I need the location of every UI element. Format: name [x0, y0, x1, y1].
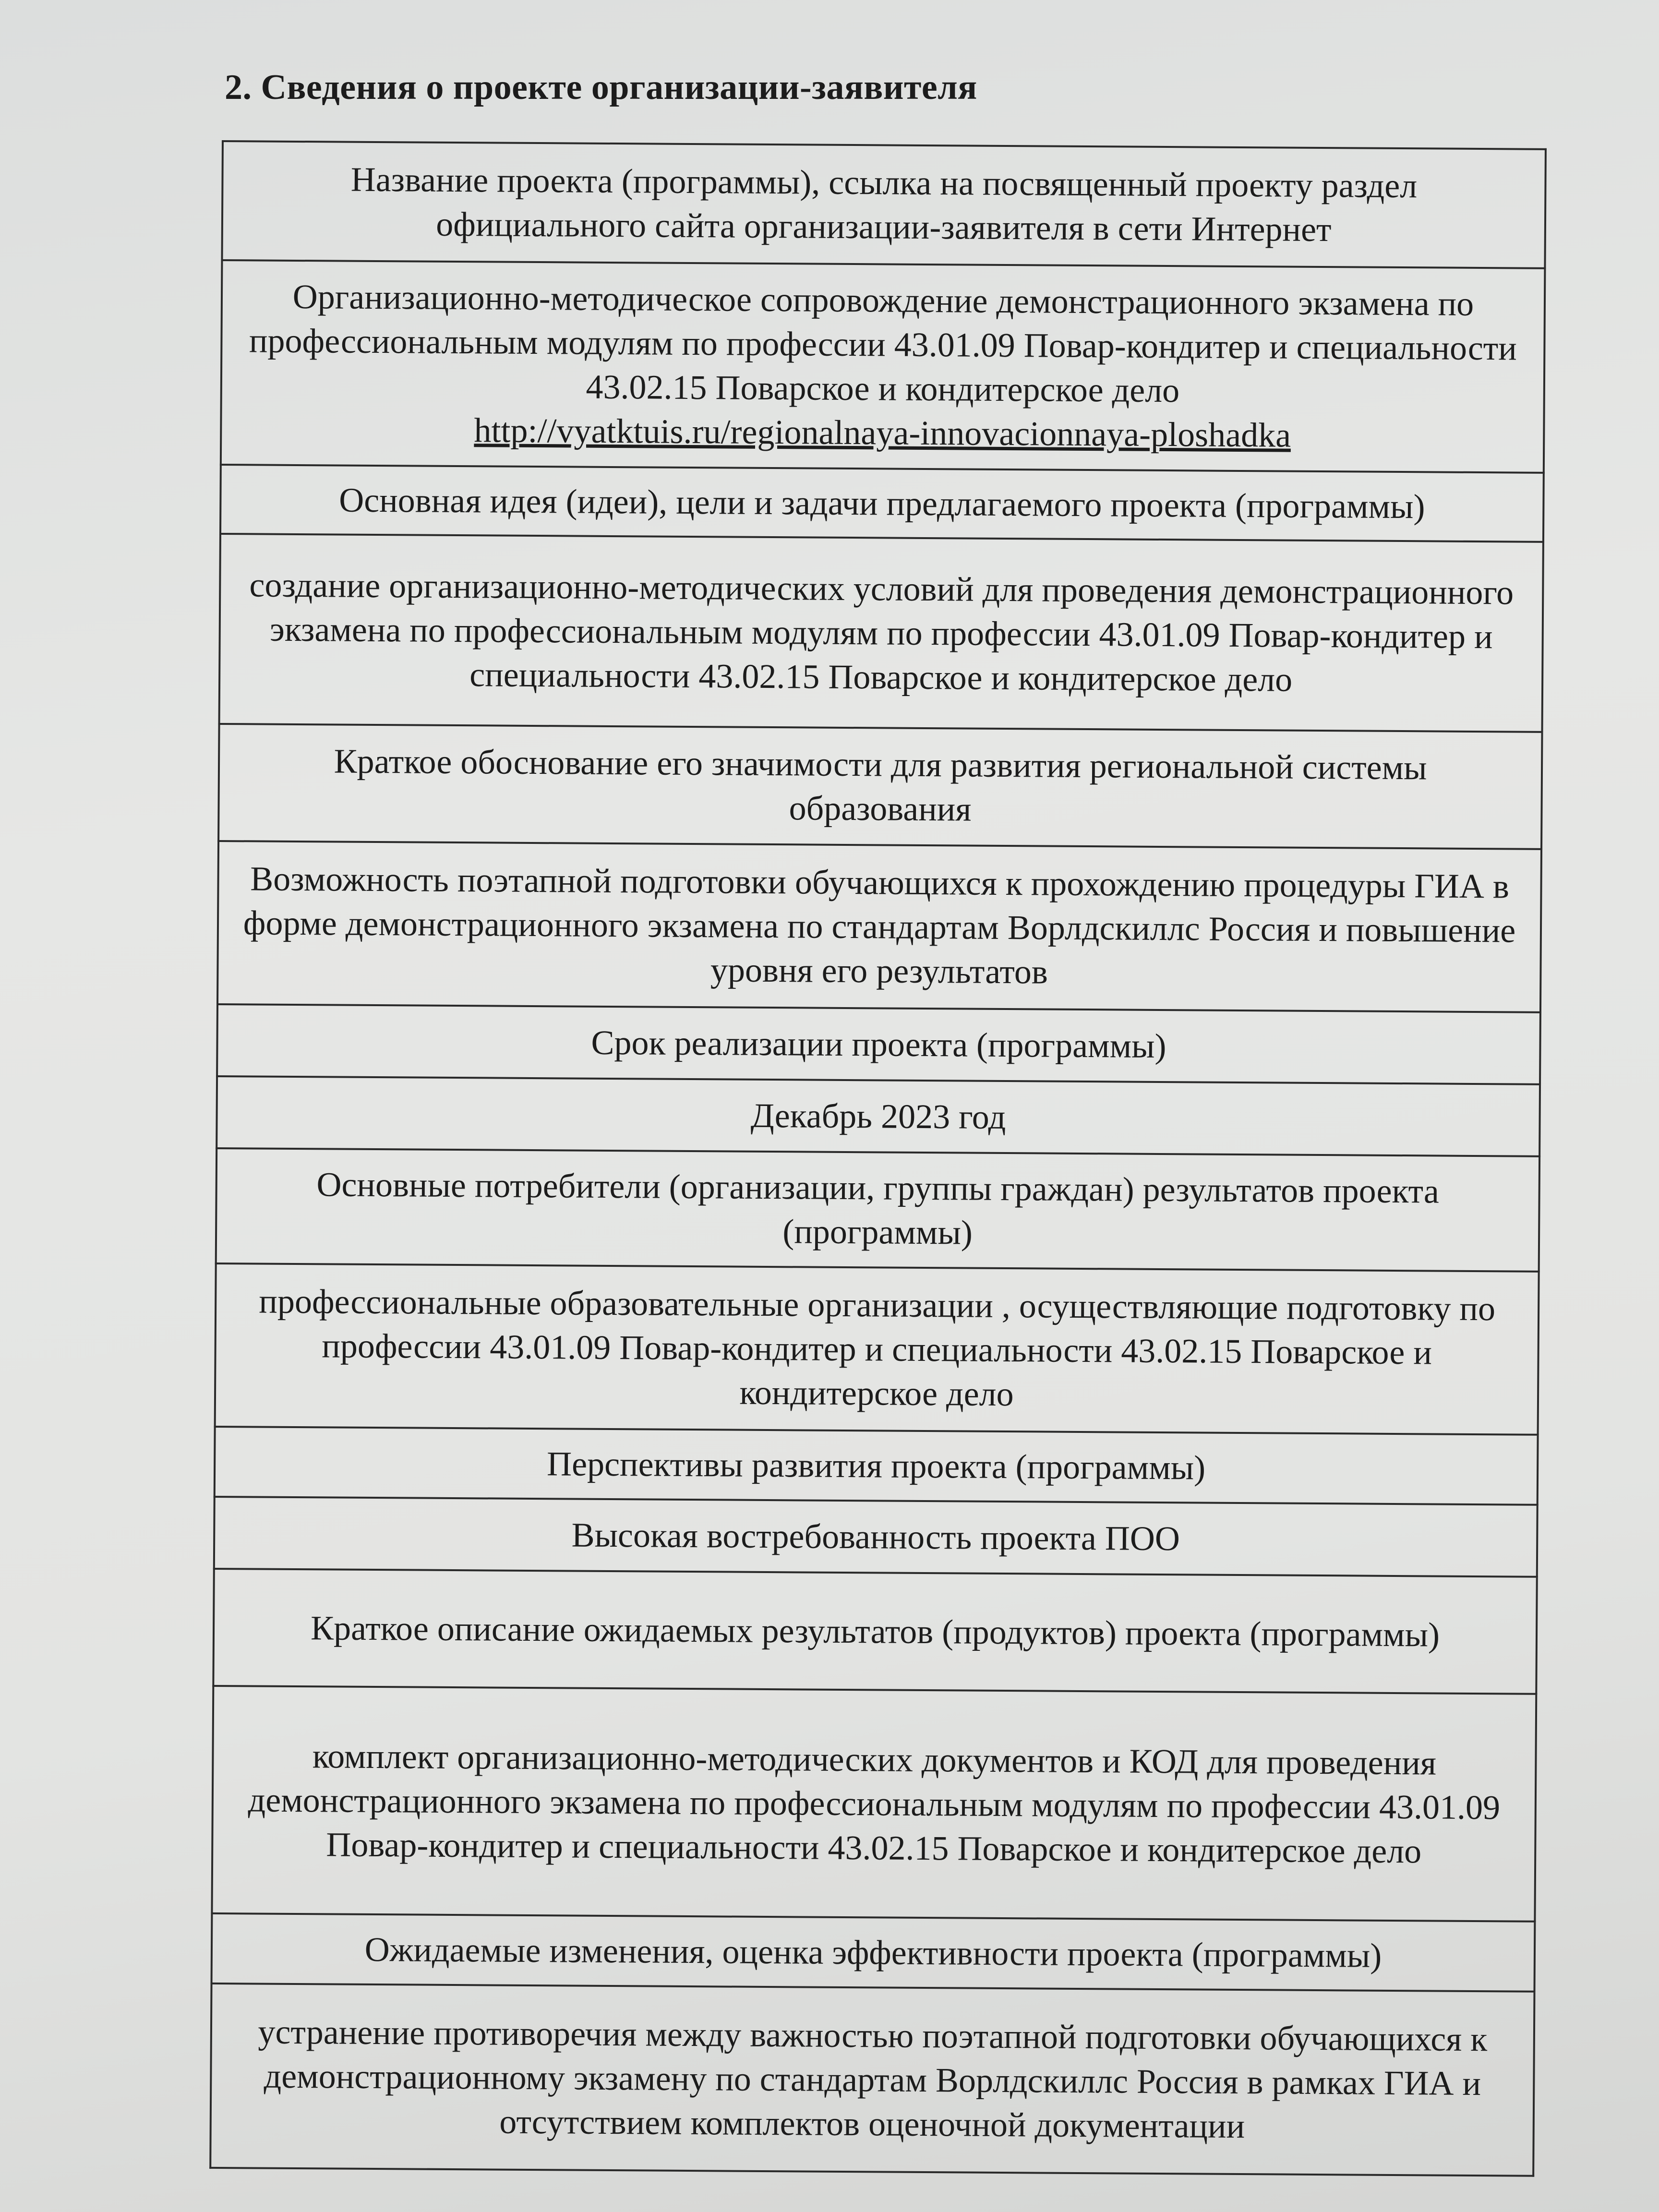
- project-name: Организационно-методическое сопровождение демонстрационного экзамена по профессиональным модулям по профессии 43.01.09 Повар-кондитер и специальности 43.02.15 Поварское и кондитерское дело: [249, 277, 1517, 410]
- table-row: [215, 1263, 1539, 1435]
- field-value: Декабрь 2023 год: [216, 1076, 1540, 1156]
- field-label: Перспективы развития проекта (программы): [215, 1427, 1538, 1505]
- table-row: [221, 260, 1545, 473]
- field-value: Возможность поэтапной подготовки обучающихся к прохождению процедуры ГИА в форме демонстрационного экзамена по стандартам Ворлдскиллс Россия и повышение уровня его результатов: [217, 841, 1541, 1012]
- table-row: [214, 1497, 1538, 1577]
- field-value: устранение противоречия между важностью поэтапной подготовки обучающихся к демонстрационному экзамену по стандартам Ворлдскиллс Россия в рамках ГИА и отсутствием комплектов оценочной документации: [210, 1984, 1534, 2176]
- project-link[interactable]: http://vyatktuis.ru/regionalnaya-innovacionnaya-ploshadka: [474, 411, 1291, 455]
- field-value: [221, 260, 1545, 473]
- table-row: [217, 1004, 1540, 1084]
- table-row: [210, 1984, 1534, 2176]
- field-label: Название проекта (программы), ссылка на посвященный проекту раздел официального сайта организации-заявителя в сети Интернет: [222, 141, 1545, 268]
- table-row: [219, 534, 1543, 732]
- field-value: профессиональные образовательные организации , осуществляющие подготовку по профессии 43.01.09 Повар-кондитер и специальности 43.02.15 Поварское и кондитерское дело: [215, 1263, 1539, 1435]
- table-row: [215, 1427, 1538, 1505]
- field-label: Основные потребители (организации, группы граждан) результатов проекта (программы): [216, 1148, 1539, 1272]
- table-row: [216, 1076, 1540, 1156]
- field-value: комплект организационно-методических документов и КОД для проведения демонстрационного экзамена по профессиональным модулям по профессии 43.01.09 Повар-кондитер и специальности 43.02.15 Поварское и кондитерское дело: [212, 1686, 1536, 1922]
- field-label: Краткое описание ожидаемых результатов (продуктов) проекта (программы): [213, 1569, 1537, 1694]
- project-info-table: [209, 140, 1547, 2177]
- table-row: [212, 1913, 1535, 1992]
- table-row: [218, 724, 1542, 849]
- field-label: Краткое обоснование его значимости для развития региональной системы образования: [218, 724, 1542, 849]
- field-label: Ожидаемые изменения, оценка эффективности проекта (программы): [212, 1913, 1535, 1992]
- table-row: [216, 1148, 1539, 1272]
- field-value: Высокая востребованность проекта ПОО: [214, 1497, 1538, 1577]
- table-row: [217, 841, 1541, 1012]
- field-label: Срок реализации проекта (программы): [217, 1004, 1540, 1084]
- table-row: [220, 465, 1544, 542]
- table-row: [212, 1686, 1536, 1922]
- field-label: Основная идея (идеи), цели и задачи предлагаемого проекта (программы): [220, 465, 1544, 542]
- field-value: создание организационно-методических условий для проведения демонстрационного экзамена по профессиональным модулям по профессии 43.01.09 Повар-кондитер и специальности 43.02.15 Поварское и кондитерское дело: [219, 534, 1543, 732]
- table-row: [222, 141, 1545, 268]
- section-heading: 2. Сведения о проекте организации-заявителя: [225, 68, 977, 107]
- table-row: [213, 1569, 1537, 1694]
